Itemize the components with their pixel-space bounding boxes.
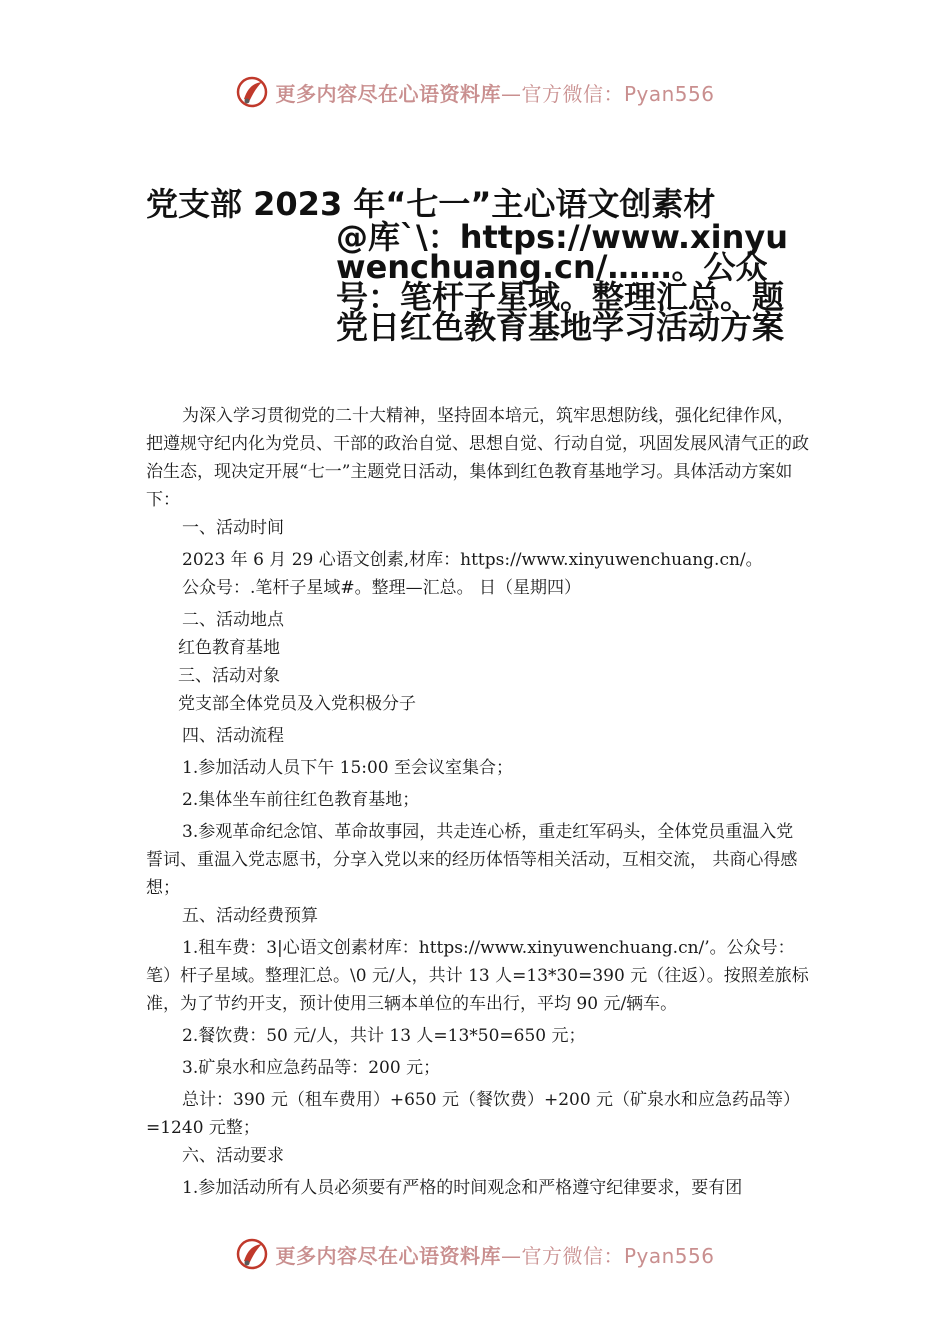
banner-dash: — (500, 81, 522, 106)
intro-paragraph: 为深入学习贯彻党的二十大精神，坚持固本培元，筑牢思想防线，强化纪律作风，把遵规守纪内化为党员、干部的政治自觉、思想自觉、行动自觉，巩固发展风清气正的政治生态，现决定开展“七一”主题党日活动，集体到红色教育基地学习。具体活动方案如下： (146, 406, 809, 510)
budget-item-2: 2.餐饮费：50 元/人，共计 13 人=13*50=650 元； (182, 1026, 586, 1046)
section-time-heading: 一、活动时间 (182, 518, 284, 538)
banner-wechat: 官方微信：Pyan556 (521, 81, 715, 106)
section-budget-heading: 五、活动经费预算 (182, 906, 318, 926)
banner-brand: 更多内容尽在心语资料库 (275, 1243, 501, 1268)
banner-wechat: 官方微信：Pyan556 (521, 1243, 715, 1268)
target-text: 党支部全体党员及入党积极分子 (178, 694, 416, 714)
budget-item-3: 3.矿泉水和应急药品等：200 元； (182, 1058, 441, 1078)
section-place-heading: 二、活动地点 (182, 610, 284, 630)
document-title (146, 185, 806, 346)
top-banner (0, 70, 950, 114)
banner-text (275, 78, 714, 107)
requirement-item-1: 1.参加活动所有人员必须要有严格的时间观念和严格遵守纪律要求，要有团 (182, 1178, 743, 1198)
section-requirements-heading: 六、活动要求 (182, 1146, 284, 1166)
time-line-1: 2023 年 6 月 29 心语文创素,材库：https://www.xinyuwenchuang.cn/。 (182, 550, 763, 570)
budget-item-1: 1.租车费：3|心语文创素材库：https://www.xinyuwenchuang.cn/’。公众号：笔）杆子星域。整理汇总。\0 元/人，共计 13 人=13*30=390 元（往返）。按照差旅标准，为了节约开支，预计使用三辆本单位的车出行，平均 90 元/辆车。 (146, 938, 809, 1014)
document-body (146, 402, 810, 1202)
banner-dash: — (500, 1243, 522, 1268)
title-line-1: 党支部 2023 年“七一”主心语文创素材 (146, 185, 716, 223)
flow-item-3: 3.参观革命纪念馆、革命故事园，共走连心桥，重走红军码头，全体党员重温入党誓词、重温入党志愿书，分享入党以来的经历体悟等相关活动，互相交流， 共商心得感想； (146, 822, 798, 898)
place-text: 红色教育基地 (178, 638, 280, 658)
title-rest: @库`\：https://www.xinyuwenchuang.cn/……。公众号：笔杆子星域。整理汇总。题党日红色教育基地学习活动方案 (336, 218, 789, 346)
section-target-heading: 三、活动对象 (178, 666, 280, 686)
flow-item-2: 2.集体坐车前往红色教育基地； (182, 790, 420, 810)
banner-text (275, 1240, 714, 1269)
budget-total: 总计：390 元（租车费用）+650 元（餐饮费）+200 元（矿泉水和应急药品等）=1240 元整； (146, 1090, 801, 1138)
banner-brand: 更多内容尽在心语资料库 (275, 81, 501, 106)
brand-logo-icon (235, 1237, 269, 1271)
brand-logo-icon (235, 75, 269, 109)
bottom-banner (0, 1232, 950, 1276)
time-line-2: 公众号：.笔杆子星域#。整理—汇总。 日（星期四） (182, 578, 582, 598)
flow-item-1: 1.参加活动人员下午 15:00 至会议室集合； (182, 758, 514, 778)
section-flow-heading: 四、活动流程 (182, 726, 284, 746)
